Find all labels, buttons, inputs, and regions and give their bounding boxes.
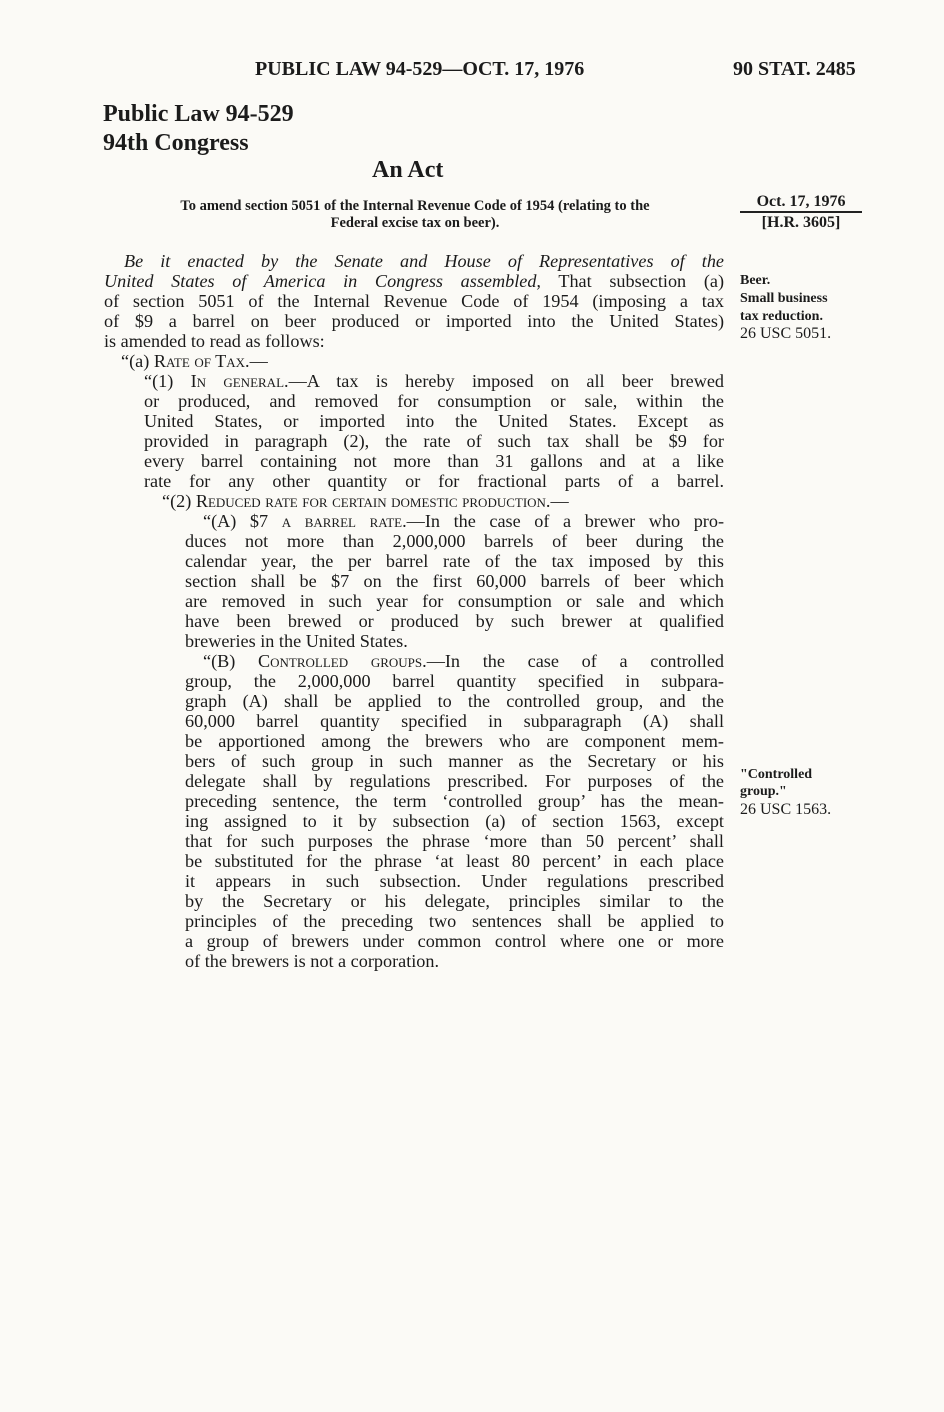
subparagraph-a-line: calendar year, the per barrel rate of the tax imposed by this bbox=[185, 551, 724, 571]
subparagraph-text: —In the case of a brewer who pro- bbox=[406, 511, 725, 531]
subparagraph-a-line bbox=[203, 512, 724, 532]
subparagraph-b-line: delegate shall by regulations prescribed. For purposes of the bbox=[185, 771, 724, 791]
public-law-number: Public Law 94-529 bbox=[103, 101, 294, 127]
enacting-clause-line bbox=[104, 272, 724, 292]
margin-note-tax-reduction: tax reduction. bbox=[740, 309, 823, 324]
subparagraph-b-line: 60,000 barrel quantity specified in subparagraph (A) shall bbox=[185, 711, 724, 731]
subparagraph-label: “(B) bbox=[203, 651, 259, 671]
subparagraph-a-line: duces not more than 2,000,000 barrels of beer during the bbox=[185, 531, 724, 551]
subparagraph-a-line: have been brewed or produced by such brewer at qualified bbox=[185, 611, 724, 631]
enacting-clause-italic: United States of America in Congress assembled, bbox=[104, 271, 541, 291]
paragraph-label: “(1) bbox=[144, 371, 191, 391]
subparagraph-title: a barrel rate. bbox=[281, 511, 407, 531]
paragraph-1-line: United States, or imported into the United States. Except as bbox=[144, 411, 724, 431]
paragraph-1-line: rate for any other quantity or for fractional parts of a barrel. bbox=[144, 471, 724, 491]
paragraph-title: Reduced rate for certain domestic production. bbox=[195, 491, 551, 511]
paragraph-text: —A tax is hereby imposed on all beer brewed bbox=[288, 371, 725, 391]
subparagraph-a-line: are removed in such year for consumption or sale and which bbox=[185, 591, 724, 611]
act-purpose bbox=[105, 198, 725, 232]
running-header-title: PUBLIC LAW 94-529—OCT. 17, 1976 bbox=[255, 58, 585, 80]
subsection-a-heading bbox=[121, 352, 268, 372]
heading-dash: — bbox=[249, 351, 268, 371]
paragraph-1-line bbox=[144, 372, 724, 392]
paragraph-title: In general. bbox=[190, 371, 289, 391]
subparagraph-b-line: be apportioned among the brewers who are component mem- bbox=[185, 731, 724, 751]
subparagraph-b-line: by the Secretary or his delegate, principles similar to the bbox=[185, 891, 724, 911]
paragraph-1-line: every barrel containing not more than 31 gallons and at a like bbox=[144, 451, 724, 471]
act-heading: An Act bbox=[372, 157, 444, 183]
congress-label: 94th Congress bbox=[103, 130, 249, 156]
subparagraph-b-line: a group of brewers under common control where one or more bbox=[185, 931, 724, 951]
margin-usc-citation: 26 USC 1563. bbox=[740, 801, 832, 818]
subparagraph-b-line: be substituted for the phrase ‘at least 80 percent’ in each place bbox=[185, 851, 724, 871]
enacting-clause-line: of $9 a barrel on beer produced or imported into the United States) bbox=[104, 311, 724, 331]
subparagraph-b-line: of the brewers is not a corporation. bbox=[185, 951, 440, 971]
enacting-clause-text: That subsection (a) bbox=[540, 271, 724, 291]
enacting-clause-line: of section 5051 of the Internal Revenue Code of 1954 (imposing a tax bbox=[104, 291, 724, 311]
enacting-clause-line: is amended to read as follows: bbox=[104, 331, 325, 351]
statute-page-number: 90 STAT. 2485 bbox=[733, 58, 856, 80]
subparagraph-b-line: it appears in such subsection. Under regulations prescribed bbox=[185, 871, 724, 891]
subparagraph-text: —In the case of a controlled bbox=[426, 651, 724, 671]
subparagraph-b-line: ing assigned to it by subsection (a) of section 1563, except bbox=[185, 811, 724, 831]
subparagraph-a-line: breweries in the United States. bbox=[185, 631, 408, 651]
subparagraph-b-line: graph (A) shall be applied to the controlled group, and the bbox=[185, 691, 724, 711]
subparagraph-b-line: that for such purposes the phrase ‘more than 50 percent’ shall bbox=[185, 831, 724, 851]
subparagraph-label: “(A) $7 bbox=[203, 511, 282, 531]
subparagraph-b-line: bers of such group in such manner as the Secretary or his bbox=[185, 751, 724, 771]
subparagraph-title: Controlled groups. bbox=[258, 651, 427, 671]
margin-note-controlled: "Controlled bbox=[740, 767, 813, 782]
enacting-clause-line: Be it enacted by the Senate and House of Representatives of the bbox=[124, 251, 724, 271]
subsection-title: Rate of Tax. bbox=[153, 351, 250, 371]
margin-note-small-business: Small business bbox=[740, 291, 828, 306]
subsection-label: “(a) bbox=[121, 351, 154, 371]
bill-number: [H.R. 3605] bbox=[761, 214, 841, 231]
margin-note-beer: Beer. bbox=[740, 273, 771, 288]
enactment-date: Oct. 17, 1976 bbox=[756, 193, 846, 210]
margin-usc-citation: 26 USC 5051. bbox=[740, 325, 832, 342]
purpose-line: Federal excise tax on beer). bbox=[330, 215, 500, 231]
heading-dash: — bbox=[550, 491, 569, 511]
paragraph-2-heading bbox=[162, 492, 569, 512]
paragraph-label: “(2) bbox=[162, 491, 196, 511]
subparagraph-b-line: principles of the preceding two sentences shall be applied to bbox=[185, 911, 724, 931]
subparagraph-b-line: preceding sentence, the term ‘controlled group’ has the mean- bbox=[185, 791, 724, 811]
margin-divider bbox=[740, 211, 862, 213]
paragraph-1-line: or produced, and removed for consumption or sale, within the bbox=[144, 391, 724, 411]
margin-note-group: group." bbox=[740, 784, 787, 799]
subparagraph-b-line bbox=[203, 652, 724, 672]
subparagraph-a-line: section shall be $7 on the first 60,000 barrels of beer which bbox=[185, 571, 724, 591]
paragraph-1-line: provided in paragraph (2), the rate of such tax shall be $9 for bbox=[144, 431, 724, 451]
subparagraph-b-line: group, the 2,000,000 barrel quantity specified in subpara- bbox=[185, 671, 724, 691]
purpose-line: To amend section 5051 of the Internal Revenue Code of 1954 (relating to the bbox=[180, 198, 650, 214]
